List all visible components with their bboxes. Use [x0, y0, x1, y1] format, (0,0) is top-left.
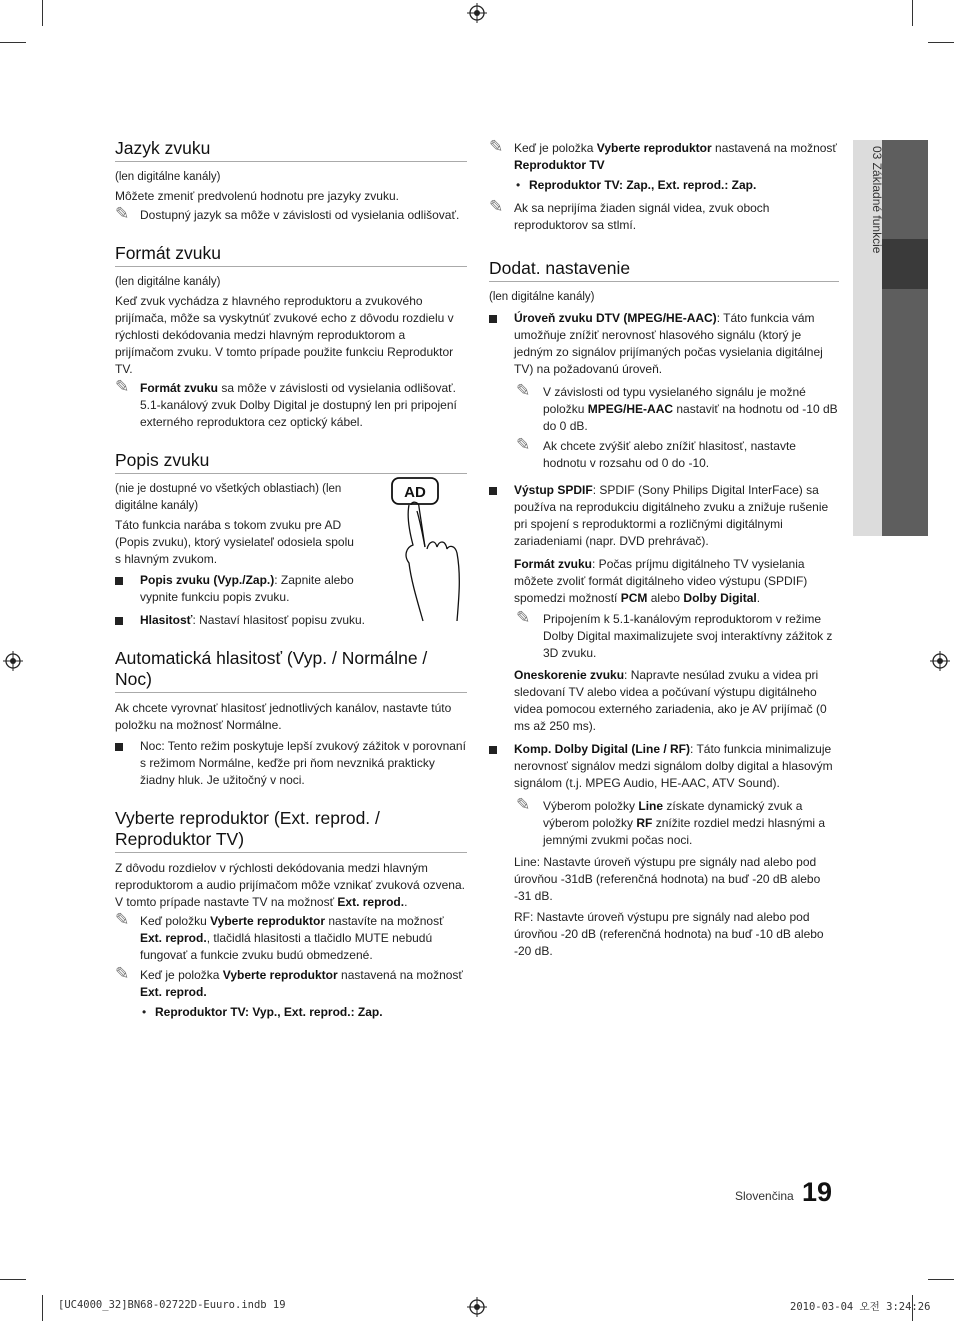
registration-mark-icon: [467, 1297, 487, 1317]
sub-item: Formát zvuku: Počas príjmu digitálneho TV vysielania môžete zvoliť formát digitálneho video výstupu (SPDIF) spomedzi možností PCM alebo Dolby Digital.: [514, 557, 808, 605]
footer-language: Slovenčina: [735, 1189, 794, 1203]
description: Môžete zmeniť predvolenú hodnotu pre jazyky zvuku.: [115, 189, 399, 203]
bullet-dot-icon: •: [142, 1005, 147, 1019]
sub-item: Line: Nastavte úroveň výstupu pre signály nad alebo pod úrovňou -31dB (referenčná hodnota) na buď -20 dB alebo -31 dB.: [514, 855, 821, 903]
note: ✎ Ak chcete zvýšiť alebo znížiť hlasitosť, nastavte hodnotu v rozsahu od 0 do -10.: [516, 435, 796, 470]
scope-note: (len digitálne kanály): [489, 291, 595, 303]
note: ✎ Výberom položky Line získate dynamický zvuk a výberom položky RF znížite rozdiel medzi hlasnými a jemnými zvukmi počas noci.: [516, 795, 826, 847]
bullet-item: • Reproduktor TV: Zap., Ext. reprod.: Zap.: [516, 178, 757, 192]
page-number: 19: [802, 1177, 833, 1207]
chapter-tab-strip: [882, 140, 928, 536]
list-item: Hlasitosť: Nastaví hlasitosť popisu zvuku.: [115, 612, 467, 629]
crop-mark: [0, 1279, 26, 1280]
note: ✎ Dostupný jazyk sa môže v závislosti od vysielania odlišovať.: [115, 204, 460, 223]
section-title: Formát zvuku: [115, 243, 467, 267]
note: ✎ Keď je položka Vyberte reproduktor nastavená na možnosť Reproduktor TV: [489, 137, 837, 172]
registration-mark-icon: [3, 651, 23, 671]
bullet-item: • Reproduktor TV: Vyp., Ext. reprod.: Zap.: [142, 1005, 383, 1019]
ad-button-label: AD: [404, 484, 426, 501]
description: Z dôvodu rozdielov v rýchlosti dekódovania medzi hlavným reproduktorom a audio prijímačom môže vznikať zvuková ozvena. V tomto prípade nastavte TV na možnosť Ext. reprod..: [115, 861, 465, 909]
note: ✎ Pripojením k 5.1-kanálovým reproduktorom v režime Dolby Digital maximalizujete svoj interaktívny zážitok z 3D zvuku.: [516, 608, 833, 660]
section-dodat-nastavenie: [489, 258, 839, 960]
pencil-note-icon: ✎: [115, 964, 130, 983]
section-popis-zvuku: [115, 450, 467, 629]
square-bullet-icon: [115, 617, 123, 625]
registration-mark-icon: [467, 3, 487, 23]
crop-mark: [928, 1279, 954, 1280]
scope-note: (nie je dostupné vo všetkých oblastiach) (len digitálne kanály): [115, 483, 342, 512]
section-format-zvuku: [115, 243, 467, 431]
description: Keď zvuk vychádza z hlavného reproduktoru a zvukového prijímača, môže sa vyskytnúť zvukové echo z dôvodu rozdielu v rýchlosti dekódovania medzi hlavným reproduktorom a prijímačom zvuku. V tomto prípade použite funkciu Reproduktor TV.: [115, 294, 454, 376]
chapter-tab-label: 03 Základné funkcie: [870, 146, 884, 254]
section-title: Automatická hlasitosť (Vyp. / Normálne / Noc): [115, 648, 467, 693]
scope-note: (len digitálne kanály): [115, 276, 221, 288]
list-item: Komp. Dolby Digital (Line / RF): Táto funkcia minimalizuje nerovnosť signálov medzi signálom dolby digital a hlasovým signálom (t.j. MPEG Audio, HE-AAC, ATV Sound).: [489, 741, 839, 792]
crop-mark: [928, 42, 954, 43]
bullet-dot-icon: •: [516, 178, 521, 192]
list-item: Noc: Tento režim poskytuje lepší zvukový zážitok v porovnaní s režimom Normálne, keďže pri ňom nevzniká prakticky žiadny hluk. Je užitočný v noci.: [115, 738, 467, 789]
note: ✎ Keď položku Vyberte reproduktor nastavíte na možnosť Ext. reprod., tlačidlá hlasitosti a tlačidlo MUTE nebudú fungovať a funkcie zvuku budú obmedzené.: [115, 910, 444, 962]
list-item: Úroveň zvuku DTV (MPEG/HE-AAC): Táto funkcia vám umožňuje znížiť nerovnosť hlasového signálu (ktorý je jedným zo signálov prijímaných počas vysielania digitálnej TV) na požadovanú úroveň.: [489, 310, 839, 378]
registration-mark-icon: [930, 651, 950, 671]
note: ✎ V závislosti od typu vysielaného signálu je možné položku MPEG/HE-AAC nastaviť na hodnotu od -10 dB do 0 dB.: [516, 381, 838, 433]
note: ✎ Formát zvuku sa môže v závislosti od vysielania odlišovať. 5.1-kanálový zvuk Dolby Digital je dostupný len pri pripojení externého reproduktora cez optický kábel.: [115, 377, 457, 429]
list-item: Popis zvuku (Vyp./Zap.): Zapnite alebo vypnite funkciu popis zvuku.: [115, 572, 360, 606]
section-jazyk-zvuku: [115, 138, 467, 224]
right-column: [489, 138, 839, 979]
chapter-tab-marker: [882, 239, 928, 289]
pencil-note-icon: ✎: [489, 137, 504, 156]
pencil-note-icon: ✎: [516, 608, 531, 627]
square-bullet-icon: [489, 487, 497, 495]
pencil-note-icon: ✎: [115, 910, 130, 929]
remote-hand-illustration: [387, 475, 469, 623]
section-automaticka-hlasitost: [115, 648, 467, 789]
list-item: Výstup SPDIF: SPDIF (Sony Philips Digital InterFace) sa používa na reprodukciu digitálneho zvuku a znižuje rušenie pri spojení s reproduktormi a rozličnými digitálnymi zariadeniami (napr. DVD prehrávač).: [489, 482, 839, 550]
crop-mark: [42, 0, 43, 26]
pencil-note-icon: ✎: [489, 197, 504, 216]
pencil-note-icon: ✎: [115, 204, 130, 223]
square-bullet-icon: [115, 743, 123, 751]
crop-mark: [0, 42, 26, 43]
print-file-info: [UC4000_32]BN68-02722D-Euuro.indb 19: [58, 1299, 286, 1311]
section-vyberte-reproduktor: [115, 808, 467, 1021]
scope-note: (len digitálne kanály): [115, 171, 221, 183]
pencil-note-icon: ✎: [516, 435, 531, 454]
section-title: Vyberte reproduktor (Ext. reprod. / Reproduktor TV): [115, 808, 467, 853]
note: ✎ Ak sa neprijíma žiaden signál videa, zvuk oboch reproduktorov sa stlmí.: [489, 197, 770, 232]
square-bullet-icon: [115, 577, 123, 585]
left-column: [115, 138, 467, 1040]
description: Táto funkcia narába s tokom zvuku pre AD (Popis zvuku), ktorý vysielateľ odosiela spolu s hlavným zvukom.: [115, 518, 354, 566]
section-title: Dodat. nastavenie: [489, 258, 839, 282]
square-bullet-icon: [489, 746, 497, 754]
section-title: Jazyk zvuku: [115, 138, 467, 162]
pencil-note-icon: ✎: [516, 381, 531, 400]
crop-mark: [912, 0, 913, 26]
sub-item: RF: Nastavte úroveň výstupu pre signály nad alebo pod úrovňou -20 dB (referenčná hodnota) na buď -10 dB alebo -20 dB.: [514, 910, 824, 958]
crop-mark: [42, 1295, 43, 1321]
square-bullet-icon: [489, 315, 497, 323]
sub-item: Oneskorenie zvuku: Napravte nesúlad zvuku a videa pri sledovaní TV alebo videa a počúvaní výstupu digitálneho videa pomocou externého zariadenia, ako je AV prijímač (0 ms až 250 ms).: [514, 668, 827, 733]
print-date-info: 2010-03-04 오전 3:24:26: [790, 1301, 931, 1313]
description: Ak chcete vyrovnať hlasitosť jednotlivých kanálov, nastavte túto položku na možnosť Normálne.: [115, 701, 452, 732]
pencil-note-icon: ✎: [115, 377, 130, 396]
pencil-note-icon: ✎: [516, 795, 531, 814]
section-title: Popis zvuku: [115, 450, 467, 474]
section-speaker-notes: [489, 137, 839, 234]
note: ✎ Keď je položka Vyberte reproduktor nastavená na možnosť Ext. reprod.: [115, 964, 463, 999]
